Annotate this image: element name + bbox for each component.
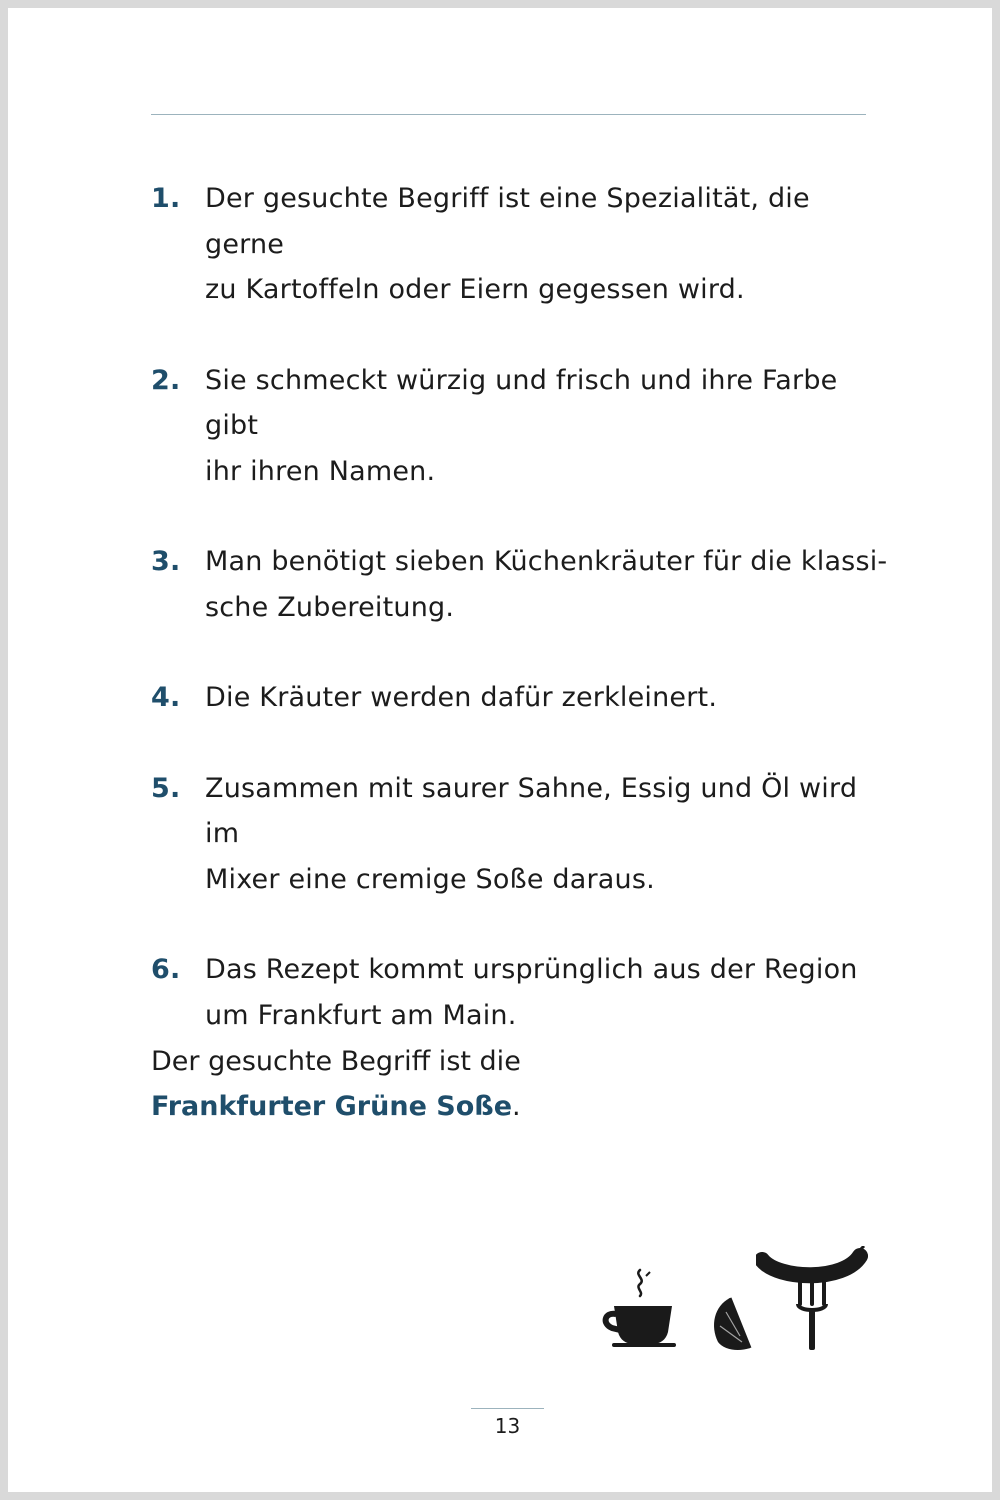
clue-number: 4. xyxy=(151,682,181,713)
clue-number: 6. xyxy=(151,954,181,985)
clue-number: 1. xyxy=(151,183,181,214)
clue-item xyxy=(151,358,891,495)
answer-intro: Der gesuchte Begriff ist die xyxy=(151,1046,521,1077)
icon-row xyxy=(596,1246,876,1356)
clue-line: Das Rezept kommt ursprünglich aus der Region xyxy=(205,954,858,985)
clue-text xyxy=(205,358,891,495)
footer-divider xyxy=(471,1408,544,1409)
sausage-on-fork-icon xyxy=(756,1246,868,1354)
clue-text xyxy=(205,675,891,721)
clue-number: 2. xyxy=(151,364,181,396)
clue-text xyxy=(205,766,891,903)
clue-text xyxy=(205,539,891,630)
clue-line: Man benötigt sieben Küchenkräuter für die klassi- xyxy=(205,546,888,577)
clue-line: um Frankfurt am Main. xyxy=(205,999,517,1031)
clue-item xyxy=(151,539,891,630)
clue-item xyxy=(151,766,891,903)
page-number: 13 xyxy=(494,1414,521,1438)
clue-list xyxy=(151,176,891,1083)
clue-line: zu Kartoffeln oder Eiern gegessen wird. xyxy=(205,274,745,305)
clue-line: Zusammen mit saurer Sahne, Essig und Öl wird im xyxy=(205,772,858,849)
clue-line: ihr ihren Namen. xyxy=(205,455,436,487)
lemon-wedge-icon xyxy=(708,1296,754,1352)
clue-item xyxy=(151,947,891,1038)
clue-line: Sie schmeckt würzig und frisch und ihre Farbe gibt xyxy=(205,364,838,441)
answer-term: Frankfurter Grüne Soße xyxy=(151,1091,513,1122)
clue-number: 5. xyxy=(151,772,181,804)
clue-number: 3. xyxy=(151,546,181,577)
clue-text xyxy=(205,947,891,1038)
clue-text xyxy=(205,176,891,313)
answer-suffix: . xyxy=(512,1091,521,1122)
clue-line: sche Zubereitung. xyxy=(205,591,455,623)
clue-item xyxy=(151,675,891,721)
coffee-cup-icon xyxy=(600,1266,676,1348)
clue-line: Die Kräuter werden dafür zerkleinert. xyxy=(205,682,718,713)
answer-block xyxy=(151,1039,871,1129)
clue-line: Mixer eine cremige Soße daraus. xyxy=(205,863,655,895)
top-divider xyxy=(151,114,866,115)
clue-line: Der gesuchte Begriff ist eine Spezialität, die gerne xyxy=(205,183,810,260)
clue-item xyxy=(151,176,891,313)
